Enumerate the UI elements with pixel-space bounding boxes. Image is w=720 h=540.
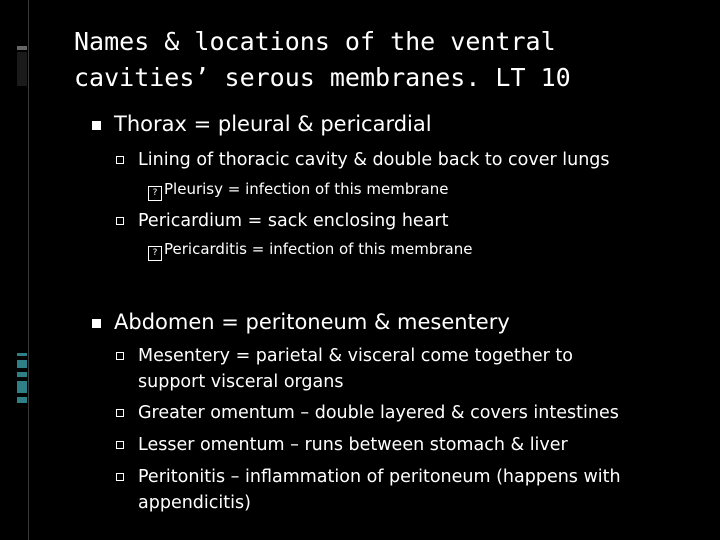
bullet-square-icon [92,121,101,130]
accent-bar [17,360,27,368]
bullet-level3 [148,240,472,261]
missing-glyph-icon: ? [148,186,162,201]
bullet-hollow-square-icon [116,156,124,164]
accent-bar [17,353,27,356]
slide-border-line [28,0,29,540]
bullet-level2: Peritonitis – inflammation of peritoneum (happens with appendicitis) [138,467,621,513]
accent-bar [17,397,27,403]
bullet-level2: Lining of thoracic cavity & double back to cover lungs [138,150,610,170]
missing-glyph-icon: ? [148,246,162,261]
accent-bar [17,381,27,393]
bullet-level2: Greater omentum – double layered & covers intestines [138,403,619,423]
bullet-hollow-square-icon [116,217,124,225]
bullet-level3 [148,180,448,201]
accent-bar [17,46,27,50]
accent-bar [17,52,27,86]
bullet-level1: Abdomen = peritoneum & mesentery [114,310,510,334]
slide-title: Names & locations of the ventral cavities’ serous membranes. LT 10 [74,27,571,92]
bullet-level2: Mesentery = parietal & visceral come together to support visceral organs [138,346,573,392]
bullet-hollow-square-icon [116,473,124,481]
bullet-hollow-square-icon [116,352,124,360]
bullet-level3-text: Pericarditis = infection of this membrane [164,240,473,258]
bullet-hollow-square-icon [116,409,124,417]
bullet-level1: Thorax = pleural & pericardial [114,112,432,136]
bullet-level2: Lesser omentum – runs between stomach & liver [138,435,568,455]
bullet-level3-text: Pleurisy = infection of this membrane [164,180,449,198]
accent-bar [17,372,27,377]
bullet-level2: Pericardium = sack enclosing heart [138,211,449,231]
bullet-hollow-square-icon [116,441,124,449]
bullet-square-icon [92,319,101,328]
